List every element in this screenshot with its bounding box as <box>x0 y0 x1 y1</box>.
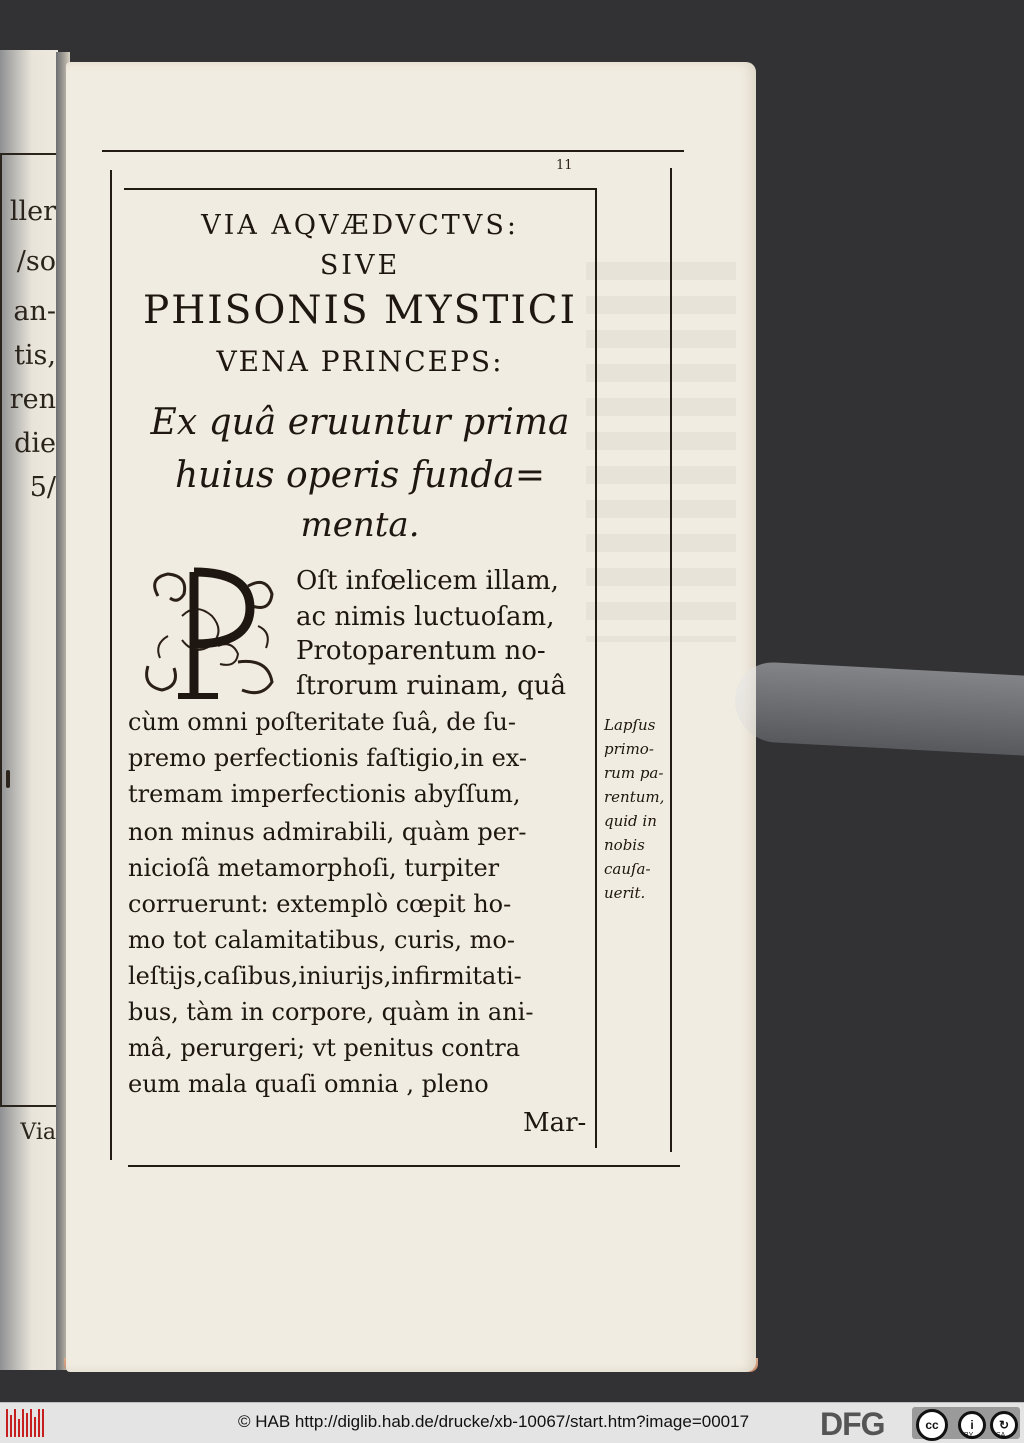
decorated-initial <box>138 566 288 702</box>
dfg-logo[interactable]: DFG <box>820 1406 885 1442</box>
body-line: Oſt infœlicem illam, <box>296 566 559 596</box>
left-page-fragment: /so <box>16 246 56 277</box>
body-line: Protoparentum no- <box>296 636 546 666</box>
sa-label: SA <box>996 1432 1006 1439</box>
frame-rule-right <box>670 168 672 1152</box>
subtitle-line: huius operis funda= <box>174 455 546 496</box>
by-label: BY <box>964 1432 974 1439</box>
subtitle-line: menta. <box>300 505 420 545</box>
body-line: ſtrorum ruinam, quâ <box>296 671 567 701</box>
body-line: premo perfectionis faſtigio,in ex- <box>128 744 527 772</box>
catchword: Mar- <box>523 1108 587 1138</box>
body-line: cùm omni poſteritate ſuâ, de ſu- <box>128 708 516 736</box>
body-line: mâ, perurgeri; vt penitus contra <box>128 1034 521 1062</box>
cc-license-badge[interactable] <box>912 1407 1020 1439</box>
left-page-fragment: an- <box>13 296 56 327</box>
marginal-note-line: uerit. <box>604 884 646 902</box>
body-line: corruerunt: extemplò cœpit ho- <box>128 890 512 918</box>
previous-page-edge <box>0 50 58 1370</box>
left-page-fragment: ren <box>9 384 56 415</box>
left-page-fragment: ller <box>9 196 56 227</box>
ink-mark <box>6 770 10 788</box>
marginal-note-line: rentum, <box>604 788 665 806</box>
barcode-icon <box>6 1409 46 1437</box>
marginal-note-line: nobis <box>604 836 645 854</box>
frame-rule <box>0 153 2 1107</box>
subtitle-line: Ex quâ eruuntur prima <box>150 402 570 443</box>
frame-rule <box>0 1105 58 1107</box>
marginal-note-line: primo- <box>604 740 654 758</box>
ornament-icon <box>138 566 288 702</box>
share-alike-icon: ↻ <box>990 1411 1018 1439</box>
cc-icon: cc <box>916 1409 948 1441</box>
glass-page-holder <box>735 660 1024 755</box>
marginal-note-line: quid in <box>604 812 657 830</box>
frame-rule-bottom <box>128 1165 680 1167</box>
left-page-fragment: die <box>14 428 56 459</box>
title-line: PHISONIS MYSTICI <box>142 288 578 333</box>
title-line: SIVE <box>319 250 401 281</box>
marginal-note-line: Lapſus <box>604 716 656 734</box>
body-line: tremam imperfectionis abyſſum, <box>128 780 521 808</box>
left-page-fragment: tis, <box>14 340 56 371</box>
body-line: non minus admirabili, quàm per- <box>128 818 527 846</box>
attribution-icon: i <box>958 1411 986 1439</box>
title-line: VIA AQVÆDVCTVS: <box>201 210 519 241</box>
body-line: eum mala quaſi omnia , pleno <box>128 1070 489 1098</box>
marginal-note-line: rum pa- <box>604 764 664 782</box>
frame-rule-top <box>102 150 684 152</box>
body-line: nicioſâ metamorphoſi, turpiter <box>128 854 500 882</box>
marginal-note-line: cauſa- <box>604 860 651 878</box>
body-line: leſtijs,caſibus,iniurijs,infirmitati- <box>128 962 522 990</box>
body-line: bus, tàm in corpore, quàm in ani- <box>128 998 534 1026</box>
footer-bar <box>0 1402 1024 1443</box>
body-line: ac nimis luctuoſam, <box>296 602 555 632</box>
body-line: mo tot calamitatibus, curis, mo- <box>128 926 515 954</box>
left-page-catchword: Via <box>20 1120 56 1145</box>
left-page-fragment: 5/ <box>29 472 56 503</box>
frame-rule-inner-top <box>124 188 596 190</box>
frame-rule <box>0 153 58 155</box>
folio-number: 11 <box>556 158 573 173</box>
title-line: VENA PRINCEPS: <box>216 345 504 378</box>
copyright-link[interactable]: © HAB http://diglib.hab.de/drucke/xb-10067/start.htm?image=00017 <box>238 1412 750 1431</box>
